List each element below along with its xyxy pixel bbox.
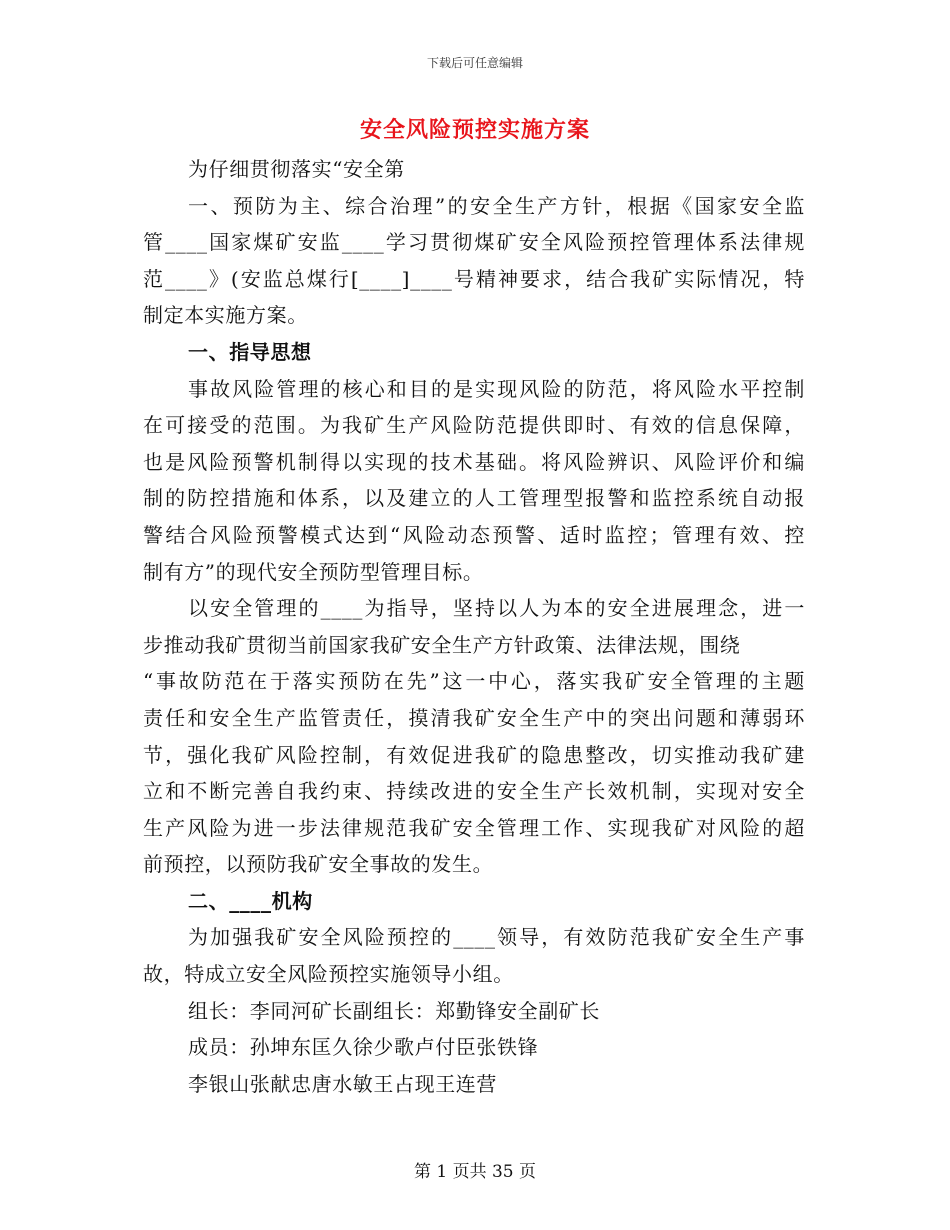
body-line: 责任和安全生产监管责任，摸清我矿安全生产中的突出问题和薄弱环 xyxy=(143,705,805,730)
body-line: 在可接受的范围。为我矿生产风险防范提供即时、有效的信息保障， xyxy=(143,413,805,438)
body-line: 事故风险管理的核心和目的是实现风险的防范，将风险水平控制 xyxy=(188,376,805,401)
document-body xyxy=(143,151,805,1102)
body-line: 制的防控措施和体系，以及建立的人工管理型报警和监控系统自动报 xyxy=(143,486,805,511)
body-line: 为加强我矿安全风险预控的____领导，有效防范我矿安全生产事 xyxy=(188,925,805,950)
body-line: 步推动我矿贯彻当前国家我矿安全生产方针政策、法律法规，围绕 xyxy=(143,632,741,657)
header-note: 下载后可任意编辑 xyxy=(426,56,523,70)
body-line: 制有方”的现代安全预防型管理目标。 xyxy=(143,559,484,584)
body-line: 生产风险为进一步法律规范我矿安全管理工作、实现我矿对风险的超 xyxy=(143,815,805,840)
body-line: 故，特成立安全风险预控实施领导小组。 xyxy=(143,962,514,987)
body-line: 以安全管理的____为指导，坚持以人为本的安全进展理念，进一 xyxy=(188,596,805,621)
body-line: 李银山张献忠唐水敏王占现王连营 xyxy=(188,1071,497,1096)
body-line: 警结合风险预警模式达到“风险动态预警、适时监控；管理有效、控 xyxy=(143,522,805,547)
section-heading: 一、指导思想 xyxy=(188,339,312,364)
page-footer: 第 1 页共 35 页 xyxy=(413,1162,537,1182)
body-line: 制定本实施方案。 xyxy=(143,303,308,328)
body-line: 组长：李同河矿长副组长：郑勤锋安全副矿长 xyxy=(188,998,600,1023)
body-line: 为仔细贯彻落实“安全第 xyxy=(188,157,405,181)
body-line: 一、预防为主、综合治理”的安全生产方针，根据《国家安全监 xyxy=(188,193,805,218)
body-line: 前预控，以预防我矿安全事故的发生。 xyxy=(143,852,494,877)
body-line: 节，强化我矿风险控制，有效促进我矿的隐患整改，切实推动我矿建 xyxy=(143,742,805,767)
body-line: 成员：孙坤东匡久徐少歌卢付臣张铁锋 xyxy=(188,1035,539,1060)
body-line: 范____》(安监总煤行[____]____号精神要求，结合我矿实际情况，特 xyxy=(143,266,805,291)
section-heading: 二、____机构 xyxy=(188,888,313,913)
body-line: 立和不断完善自我约束、持续改进的安全生产长效机制，实现对安全 xyxy=(143,779,805,804)
body-line: 管____国家煤矿安监____学习贯彻煤矿安全风险预控管理体系法律规 xyxy=(143,230,805,255)
body-line: 也是风险预警机制得以实现的技术基础。将风险辨识、风险评价和编 xyxy=(143,449,805,474)
document-title: 安全风险预控实施方案 xyxy=(359,118,590,143)
body-line: “事故防范在于落实预防在先”这一中心，落实我矿安全管理的主题 xyxy=(143,669,805,694)
